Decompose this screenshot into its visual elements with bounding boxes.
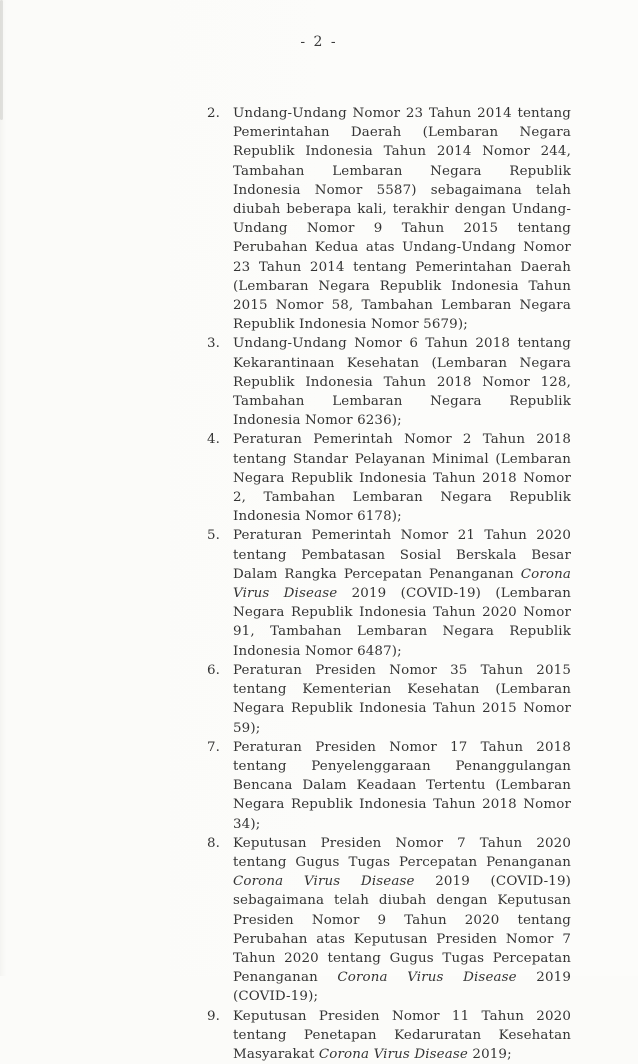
list-item bbox=[207, 661, 571, 738]
legal-basis-list bbox=[207, 104, 571, 1064]
item-number: 4. bbox=[207, 432, 221, 448]
item-text: Undang-Undang Nomor 6 Tahun 2018 tentang Kekarantinaan Kesehatan (Lembaran Negara Republik Indonesia Tahun 2018 Nomor 128, Tambahan Lembaran Negara Republik Indonesia Nomor 6236); bbox=[233, 336, 571, 429]
list-item bbox=[207, 738, 571, 834]
item-number: 6. bbox=[207, 662, 221, 678]
item-text: Peraturan Pemerintah Nomor 21 Tahun 2020 tentang Pembatasan Sosial Berskala Besar Dalam Rangka Percepatan Penanganan Corona Virus Disease 2019 (COVID-19) (Lembaran Negara Republik Indonesia Tahun 2020 Nomor 91, Tambahan Lembaran Negara Republik Indonesia Nomor 6487); bbox=[233, 528, 571, 659]
item-text: Undang-Undang Nomor 23 Tahun 2014 tentang Pemerintahan Daerah (Lembaran Negara Republik Indonesia Tahun 2014 Nomor 244, Tambahan Lembaran Negara Republik Indonesia Nomor 5587) sebagaimana telah diubah beberapa kali, terakhir dengan Undang-Undang Nomor 9 Tahun 2015 tentang Perubahan Kedua atas Undang-Undang Nomor 23 Tahun 2014 tentang Pemerintahan Daerah (Lembaran Negara Republik Indonesia Tahun 2015 Nomor 58, Tambahan Lembaran Negara Republik Indonesia Nomor 5679); bbox=[233, 106, 571, 333]
list-item bbox=[207, 526, 571, 660]
item-number: 8. bbox=[207, 835, 221, 851]
list-item bbox=[207, 104, 571, 334]
item-number: 5. bbox=[207, 528, 221, 544]
item-number: 2. bbox=[207, 106, 221, 121]
scan-artifact bbox=[0, 0, 3, 120]
list-item bbox=[207, 834, 571, 1007]
item-text: Keputusan Presiden Nomor 11 Tahun 2020 tentang Penetapan Kedaruratan Kesehatan Masyarakat Corona Virus Disease 2019; bbox=[233, 1008, 571, 1062]
item-number: 9. bbox=[207, 1008, 221, 1024]
item-text: Keputusan Presiden Nomor 7 Tahun 2020 tentang Gugus Tugas Percepatan Penanganan Corona Virus Disease 2019 (COVID-19) sebagaimana telah diubah dengan Keputusan Presiden Nomor 9 Tahun 2020 tentang Perubahan atas Keputusan Presiden Nomor 7 Tahun 2020 tentang Gugus Tugas Percepatan Penanganan Corona Virus Disease 2019 (COVID-19); bbox=[233, 835, 571, 1005]
list-item bbox=[207, 430, 571, 526]
item-text: Peraturan Pemerintah Nomor 2 Tahun 2018 tentang Standar Pelayanan Minimal (Lembaran Negara Republik Indonesia Tahun 2018 Nomor 2, Tambahan Lembaran Negara Republik Indonesia Nomor 6178); bbox=[233, 432, 571, 525]
page-number: - 2 - bbox=[300, 34, 338, 50]
list-item bbox=[207, 334, 571, 430]
list-item bbox=[207, 1007, 571, 1064]
item-text: Peraturan Presiden Nomor 35 Tahun 2015 tentang Kementerian Kesehatan (Lembaran Negara Republik Indonesia Tahun 2015 Nomor 59); bbox=[233, 662, 571, 736]
item-number: 3. bbox=[207, 336, 221, 352]
item-number: 7. bbox=[207, 739, 221, 755]
item-text: Peraturan Presiden Nomor 17 Tahun 2018 tentang Penyelenggaraan Penanggulangan Bencana Dalam Keadaan Tertentu (Lembaran Negara Republik Indonesia Tahun 2018 Nomor 34); bbox=[233, 739, 571, 832]
